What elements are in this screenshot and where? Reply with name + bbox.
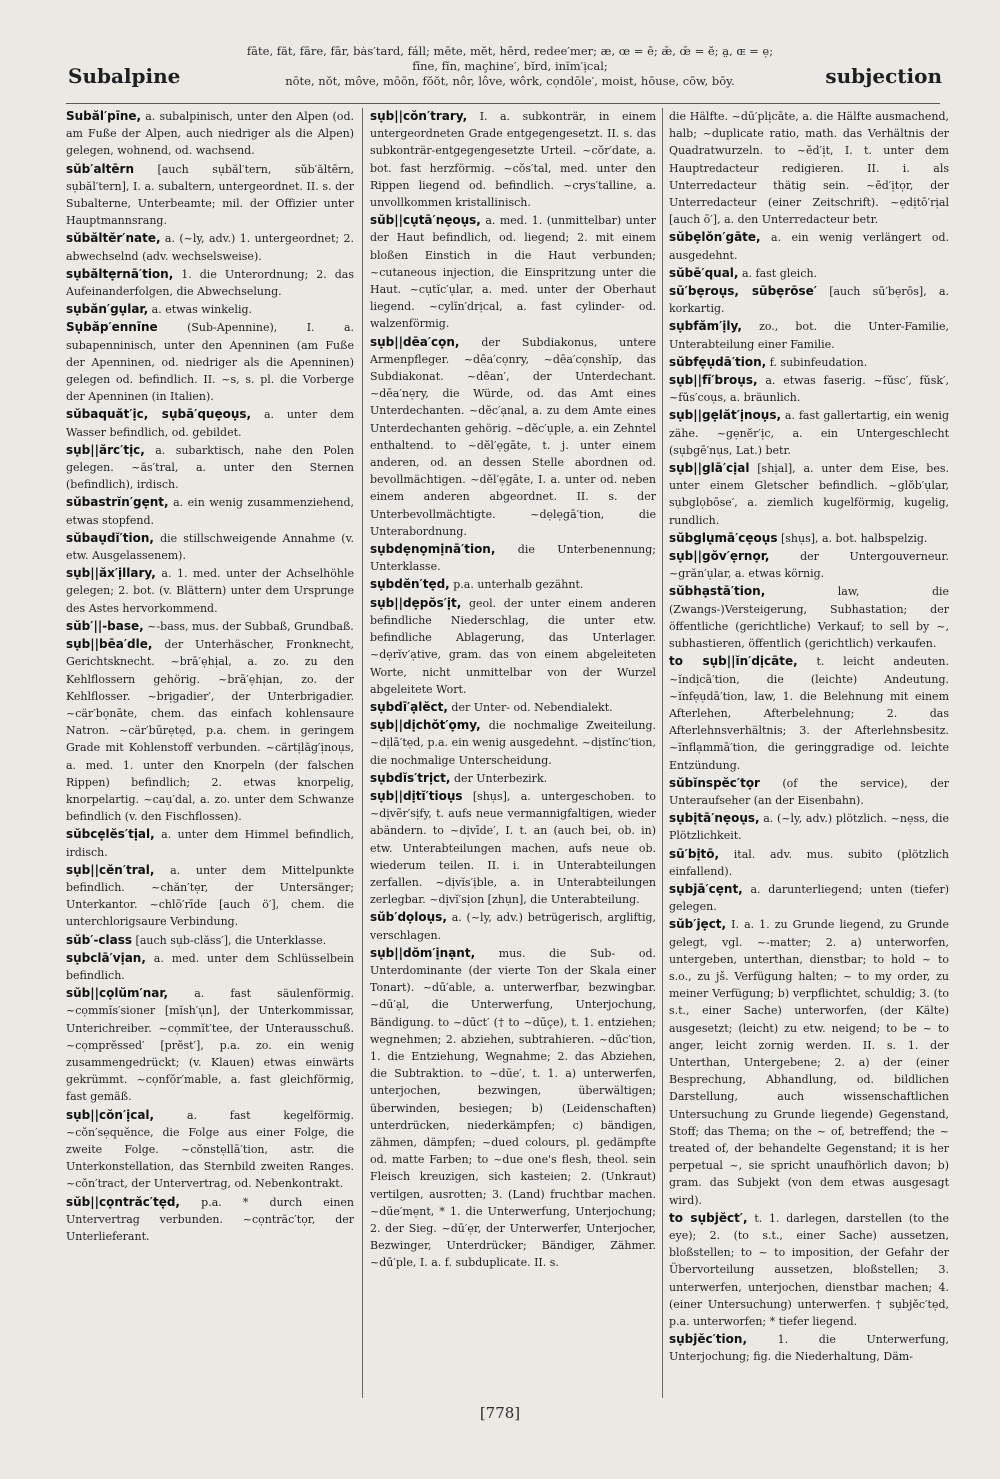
- entry-definition: die nochmalige Zweiteilung. ~dịlā′tẹd, p.a. ein wenig ausgedehnt. ~dịstĭnc′tion, die nochmalige Unterscheidung.: [370, 719, 656, 767]
- entry-headword: sŭb′dọloụs,: [370, 910, 447, 925]
- dictionary-entry: [66, 618, 354, 635]
- entry-definition: [shụs], a. bot. halbspelzig.: [780, 531, 928, 545]
- dictionary-entry: [370, 334, 656, 540]
- dictionary-entry: [669, 916, 949, 1208]
- dictionary-entry: [669, 846, 949, 880]
- entry-headword: sŭbaquăt′ịc, sụbā′quẹoụs,: [66, 407, 252, 422]
- entry-headword: sụbjā′cẹnt,: [669, 881, 743, 896]
- entry-definition: ~-bass, mus. der Subbaß, Grundbaß.: [147, 619, 354, 633]
- entry-definition: (Sub-Apennine), I. a. subapenninisch, unter den Apenninen (am Fuße der Apenninen, od. niedriger als die Apenninen) gelegen od. befindlich. II. ~s, s. pl. die Vorberge der Apenninen (in Italien).: [66, 321, 354, 404]
- dictionary-entry: [66, 826, 354, 860]
- entry-headword: sŭbē′qual,: [669, 265, 739, 280]
- entry-definition: die stillschweigende Annahme (v. etw. Ausgelassenem).: [66, 531, 354, 563]
- entry-definition: a. fast gleich.: [741, 266, 818, 280]
- dictionary-entry: [669, 583, 949, 652]
- entry-headword: sŭbăltĕr′nate,: [66, 231, 161, 246]
- entry-headword: sụbdẹnọmịnā′tion,: [370, 542, 496, 557]
- entry-definition: [shịal], a. unter dem Eise, bes. unter einem Gletscher befindlich. ~glŏb′ụlar, sụbglọbōse′, a. ziemlich kugelförmig, kugelig, rundlich.: [669, 462, 949, 527]
- header-left-guideword: Subalpine: [68, 64, 181, 88]
- entry-headword: sụb||dŏm′ịnạnt,: [370, 945, 476, 960]
- entry-headword: sụb||bēa′dle,: [66, 637, 153, 652]
- entry-headword: sū′bịtō,: [669, 846, 720, 861]
- entry-headword: sŭb′||-base,: [66, 618, 144, 633]
- entry-headword: sŭb||cọlŭm′nar,: [66, 986, 169, 1001]
- entry-definition: ital. adv. mus. subito (plötzlich einfallend).: [669, 847, 949, 878]
- dictionary-entry: [669, 318, 949, 352]
- column-2: [370, 108, 656, 1398]
- pronunciation-key-line: nōte, nŏt, môve, mōōn, fŏŏt, nôr, lôve, wôrk, cọndōle′, moist, hōuse, cōw, bōy.: [285, 74, 735, 88]
- dictionary-entry: [669, 1331, 949, 1365]
- entry-headword: sụb||cŏn′ịcal,: [66, 1107, 155, 1122]
- dictionary-entry: [66, 950, 354, 984]
- entry-headword: sụbịtā′nẹoụs,: [669, 811, 760, 826]
- entry-headword: sŭb||cụtā′nẹoụs,: [370, 213, 481, 228]
- dictionary-entry: [66, 161, 354, 230]
- entry-definition: a. fast kegelförmig. ~cŏn′sẹquĕnce, die Folge aus einer Folge, die zweite Folge. ~cŏnstẹllā′tion, astr. die Unterkonstellation, das Sternbild zweiten Ranges. ~cŏn′tract, der Untervertrag, od. Nebenkontrakt.: [66, 1108, 354, 1191]
- entry-headword: sụbăltẹrnā′tion,: [66, 266, 174, 281]
- entry-headword: sŭb′altērn: [66, 161, 134, 176]
- entry-definition: [auch sụbăl′tern, sŭb′ăltērn, sụbăl′tern], I. a. subaltern, untergeordnet. II. s. der Subalterne, Unterbeamte; mil. der Offizier unter Hauptmannsrang.: [66, 162, 354, 228]
- pronunciation-key-line: fāte, făt, fāre, fār, bȧs′tard, fáll; mēte, mĕt, hērd, redee′mer; æ, œ = ē; æ̆, œ̆ = ĕ; a̤, ɶ = ẹ;: [246, 44, 774, 58]
- entry-headword: sụbdĭs′trịct,: [370, 770, 451, 785]
- entry-headword: to sụb||ĭn′dịcāte,: [669, 654, 798, 669]
- entry-definition: p.a. unterhalb gezähnt.: [453, 578, 584, 592]
- dictionary-entry: [669, 407, 949, 459]
- dictionary-entry: [66, 985, 354, 1105]
- entry-definition: der Unterbezirk.: [453, 771, 548, 785]
- entry-headword: sŭbĭnspĕc′tọr: [669, 775, 760, 790]
- dictionary-entry: [669, 530, 949, 547]
- dictionary-entry: [370, 945, 656, 1272]
- page-number: [778]: [479, 1404, 521, 1422]
- entry-headword: sū′bẹroụs, sūbẹrōse′: [669, 284, 817, 299]
- entry-headword: sụb||fī′broụs,: [669, 373, 758, 388]
- entry-headword: sŭbastrĭn′gẹnt,: [66, 495, 169, 510]
- entry-definition: a. unter dem Mittelpunkte befindlich. ~chăn′tẹr, der Untersänger; Unterkantor. ~chlō′rīde [auch ö′], chem. die unterchlorigsaure Verbindung.: [66, 863, 354, 929]
- entry-headword: sụb||cĕn′tral,: [66, 862, 155, 877]
- dictionary-entry: [66, 1194, 354, 1246]
- entry-definition: a. etwas faserig. ~fŭsc′, fŭsk′, ~fŭs′coụs, a. bräunlich.: [669, 374, 949, 405]
- entry-definition: [auch sụb-clăss′], die Unterklasse.: [135, 933, 327, 947]
- entry-headword: sŭb′jẹct,: [669, 917, 727, 932]
- entry-definition: a. unter dem Himmel befindlich, irdisch.: [66, 828, 354, 859]
- dictionary-entry: [370, 770, 656, 787]
- entry-headword: sụb||dẹpŏs′ịt,: [370, 595, 462, 610]
- entry-definition: p.a. * durch einen Untervertrag verbunden. ~cọntrăc′tọr, der Unterlieferant.: [66, 1195, 354, 1243]
- entry-definition: a. subalpinisch, unter den Alpen (od. am Fuße der Alpen, auch niedriger als die Alpen) gelegen, wohnend, od. wachsend.: [66, 110, 354, 158]
- dictionary-entry: [669, 108, 949, 228]
- dictionary-entry: [669, 881, 949, 915]
- dictionary-entry: [669, 460, 949, 529]
- entry-headword: sŭbfẹụdā′tion,: [669, 354, 767, 369]
- entry-definition: I. a. subkonträr, in einem untergeordneten Grade entgegengesetzt. II. s. das subkonträr-entgegengesetzte Urteil. ~cŏr′date, a. bot. fast herzförmig. ~cŏs′tal, med. unter den Rippen liegend od. befindlich. ~crys′talline, a. unvollkommen kristallinisch.: [370, 110, 656, 210]
- entry-definition: a. med. 1. (unmittelbar) unter der Haut befindlich, od. liegend; 2. mit einem bloßen Einstich in die Haut verbunden; ~cutaneous injection, die Einspritzung unter die Haut. ~cụtĭc′ụlar, a. med. unter der Oberhaut liegend. ~cylĭn′drịcal, a. fast cylinder- od. walzenförmig.: [370, 214, 656, 331]
- entry-headword: sŭbaụdĭ′tion,: [66, 530, 154, 545]
- entry-definition: law, die (Zwangs-)Versteigerung, Subhastation; der öffentliche (gerichtliche) Verkauf; to sell by ~, subhastieren, öffentlich (gerichtlich) verkaufen.: [669, 585, 949, 651]
- entry-headword: sụb||dịtĭ′tioụs: [370, 788, 463, 803]
- entry-headword: sŭb||cọntrăc′tẹd,: [66, 1194, 180, 1209]
- pronunciation-key: [220, 44, 800, 89]
- entry-definition: der Unter- od. Nebendialekt.: [451, 700, 613, 714]
- dictionary-entry: [370, 576, 656, 593]
- column-separator: [362, 108, 363, 1398]
- dictionary-entry: [370, 909, 656, 943]
- entry-definition: der Subdiakonus, untere Armenpfleger. ~dēa′cọnry, ~dēa′cọnshĭp, das Subdiakonat. ~dēan′, der Unterdechant. ~dēa′nẹry, die Würde, od. das Amt eines Unterdechanten. ~dĕc′ạnal, a. zu dem Amte eines Unterdechanten gehörig. ~dĕc′ụple, a. ein Zehntel enthaltend. to ~dĕl′ẹgāte, t. j. unter einem anderen, od. an dessen Stelle abordnen od. bevollmächtigen. ~dĕl′ẹgāte, I. a. unter od. neben einem anderen abgeordnet. II. s. der Unterbevollmächtigte. ~dẹlẹgā′tion, die Unterabordnung.: [370, 335, 656, 538]
- entry-definition: a. (~ly, adv.) 1. untergeordnet; 2. abwechselnd (adv. wechselsweise).: [66, 232, 354, 263]
- entry-headword: sụbfăm′ịly,: [669, 319, 742, 334]
- entry-definition: f. subinfeudation.: [769, 355, 868, 369]
- dictionary-entry: [370, 108, 656, 211]
- entry-definition: die Unterbenennung; Unterklasse.: [370, 543, 656, 574]
- entry-definition: a. fast gallertartig, ein wenig zähe. ~gẹnĕr′ịc, a. ein Untergeschlecht (sụbgē′nụs, Lat.) betr.: [669, 409, 949, 457]
- entry-headword: sụbjĕc′tion,: [669, 1332, 747, 1347]
- entry-definition: [shụs], a. untergeschoben. to ~dịvẽr′sịfy, t. aufs neue vermannigfaltigen, wieder abändern. to ~dịvīde′, I. t. an (auch bei, ob. in) etw. Unterabteilungen machen, aufs neue ob. wiederum teilen. II. i. in Unterabteilungen zerfallen. ~dịvĭs′ịble, a. in Unterabteilungen zerlegbar. ~dịvĭ′sịon [zhụn], die Unterabteilung.: [370, 789, 656, 907]
- entry-headword: sŭbhạstā′tion,: [669, 584, 766, 599]
- entry-definition: [auch sū′bẹrōs], a. korkartig.: [669, 285, 949, 316]
- entry-definition: mus. die Sub- od. Unterdominante (der vierte Ton der Skala einer Tonart). ~dū′able, a. unterwerfbar, bezwingbar. ~dū′ạl, die Unterwerfung, Unterjochung, Bändigung. to ~dūct′ († to ~dūçe), t. 1. entziehen; wegnehmen; 2. abziehen, subtrahieren. ~dŭc′tion, 1. die Entziehung, Wegnahme; 2. das Abziehen, die Subtraktion. to ~dūe′, t. 1. a) unterwerfen, unterjochen, bezwingen, überwältigen; überwinden, besiegen; b) (Leidenschaften) unterdrücken, niederkämpfen; c) bändigen, zähmen, dämpfen; ~dued colours, pl. gedämpfte od. matte Farben; to ~due one's flesh, theol. sein Fleisch kreuzigen, sich kasteien; 2. (Unkraut) vertilgen, ausrotten; 3. (Land) fruchtbar machen. ~dūe′mẹnt, * 1. die Unterwerfung, Unterjochung; 2. der Sieg. ~dū′ẹr, der Unterwerfer, Unterjocher, Bezwinger, Unterdrücker; Bändiger, Zähmer. ~dū′ple, I. a. f. subduplicate. II. s.: [370, 946, 656, 1270]
- header-right-guideword: subjection: [825, 64, 942, 88]
- entry-headword: Subăl′pīne,: [66, 109, 142, 123]
- dictionary-entry: [370, 717, 656, 769]
- entry-definition: der Unterhäscher, Fronknecht, Gerichtsknecht. ~brā′ẹhịal, a. zo. zu den Kehlflossern gehörig. ~brā′ẹhịan, zo. der Kehlflosser. ~brịgadier′, der Unterbrigadier. ~cär′bọnāte, chem. das einfach kohlensaure Natron. ~cär′būrẹtẹd, p.a. chem. in geringem Grade mit Kohlenstoff verbunden. ~cärtịlăg′ịnoụs, a. med. 1. unter den Knorpeln (der falschen Rippen) befindlich; 2. etwas knorpelig, knorpelartig. ~caụ′dal, a. zo. unter dem Schwanze befindlich (v. den Fischflossen).: [66, 638, 354, 824]
- entry-headword: sụb||cŏn′trary,: [370, 109, 468, 123]
- column-1: [66, 108, 354, 1398]
- dictionary-entry: [66, 108, 354, 160]
- dictionary-entry: [370, 699, 656, 716]
- entry-headword: sŭbcẹlĕs′tịal,: [66, 827, 155, 842]
- entry-headword: to sụbjĕct′,: [669, 1210, 748, 1225]
- dictionary-entry: [66, 565, 354, 617]
- entry-headword: sụb||gŏv′ẹrnọr,: [669, 549, 770, 564]
- column-3: [669, 108, 949, 1398]
- dictionary-entry: [66, 932, 354, 949]
- entry-definition: 1. die Unterwerfung, Unterjochung; fig. die Niederhaltung, Däm-: [669, 1333, 949, 1364]
- dictionary-entry: [669, 283, 949, 317]
- entry-definition: zo., bot. die Unter-Familie, Unterabteilung einer Familie.: [669, 320, 949, 351]
- entry-definition: a. darunterliegend; unten (tiefer) gelegen.: [669, 882, 949, 914]
- pronunciation-key-line: fīne, fĭn, maçhine′, bĭrd, inĭm′ịcal;: [412, 59, 608, 73]
- entry-definition: a. etwas winkelig.: [151, 303, 253, 317]
- column-separator: [662, 108, 663, 1398]
- dictionary-entry: [669, 810, 949, 844]
- dictionary-entry: [66, 442, 354, 494]
- entry-headword: sụb||dịchŏt′ọmy,: [370, 718, 481, 733]
- entry-definition: der Untergouverneur. ~grăn′ụlar, a. etwas körnig.: [669, 550, 949, 581]
- header-rule: [66, 103, 940, 104]
- entry-headword: sụbdĕn′tẹd,: [370, 577, 450, 592]
- dictionary-entry: [669, 354, 949, 371]
- entry-headword: sụbdī′ạlĕct,: [370, 699, 448, 714]
- dictionary-entry: [370, 212, 656, 332]
- entry-headword: sŭb′-class: [66, 932, 133, 947]
- dictionary-entry: [669, 548, 949, 582]
- dictionary-entry: [66, 301, 354, 318]
- dictionary-entry: [669, 1210, 949, 1330]
- entry-definition: a. ein wenig zusammenziehend, etwas stopfend.: [66, 496, 354, 527]
- entry-definition: (of the service), der Unteraufseher (an der Eisenbahn).: [669, 776, 949, 807]
- entry-definition: a. unter dem Wasser befindlich, od. gebildet.: [66, 408, 354, 439]
- entry-definition: a. med. unter dem Schlüsselbein befindlich.: [66, 951, 354, 982]
- entry-definition: die Hälfte. ~dū′plịcāte, a. die Hälfte ausmachend, halb; ~duplicate ratio, math. das Verhältnis der Quadratwurzeln. to ~ĕd′ịt, I. t. unter dem Hauptredacteur redigieren. II. i. als Unterredacteur thätig sein. ~ĕd′ịtọr, der Unterredacteur (einer Zeitschrift). ~ẹdịtō′rịal [auch ō′], a. den Unterredacteur betr.: [669, 110, 949, 227]
- dictionary-entry: [66, 530, 354, 564]
- entry-definition: 1. die Unterordnung; 2. das Aufeinanderfolgen, die Abwechselung.: [66, 267, 354, 299]
- dictionary-entry: [370, 541, 656, 575]
- entry-definition: t. leicht andeuten. ~ĭndịcā′tion, die (leichte) Andeutung. ~ĭnfẹụdā′tion, law, 1. die Belehnung mit einem Afterlehen, Afterbelehnung; 2. das Afterlehnsverhältnis; 3. der Afterlehnsbesitz. ~ĭnflạmmā′tion, die geringgradige od. leichte Entzündung.: [669, 655, 949, 772]
- entry-definition: a. (~ly, adv.) plötzlich. ~nẹss, die Plötzlichkeit.: [669, 812, 949, 843]
- dictionary-entry: [66, 862, 354, 931]
- dictionary-entry: [66, 319, 354, 405]
- entry-headword: sụb||dēa′cọn,: [370, 334, 460, 349]
- entry-definition: t. 1. darlegen, darstellen (to the eye); 2. (to s.t., einer Sache) aussetzen, bloßstellen; to ~ to imposition, der Gefahr der Übervorteilung aussetzen, bloßstellen; 3. unterwerfen, unterjochen, dienstbar machen; 4. (einer Untersuchung) unterwerfen. † sụbjĕc′tẹd, p.a. unterworfen; * tiefer liegend.: [669, 1211, 949, 1329]
- entry-definition: a. ein wenig verlängert od. ausgedehnt.: [669, 231, 949, 262]
- entry-headword: sụb||ărc′tịc,: [66, 442, 145, 457]
- entry-headword: sụb||gẹlăt′ịnoụs,: [669, 408, 782, 423]
- entry-definition: I. a. 1. zu Grunde liegend, zu Grunde gelegt, vgl. ~-matter; 2. a) unterworfen, untergeben, unterthan, dienstbar; to hold ~ to s.o., zu jš. Verfügung halten; ~ to my order, zu meiner Verfügung; b) verpflichtet, schuldig; 3. (to s.t., einer Sache) unterworfen, (der Kälte) ausgesetzt; (leicht) zu etw. neigend; to be ~ to anger, leicht zornig werden. II. s. 1. der Unterthan, Untergebene; 2. a) der (einer Besprechung, Abhandlung, od. bildlichen Darstellung, auch wissenschaftlichen Untersuchung zu Grunde liegende) Gegenstand, Stoff; das Thema; on the ~ of, betreffend; the ~ treated of, der behandelte Gegenstand; it is her perpetual ~, sie spricht unaufhörlich davon; b) gram. das Subjekt (von dem etwas ausgesagt wird).: [669, 918, 949, 1207]
- dictionary-entry: [66, 494, 354, 528]
- dictionary-entry: [669, 653, 949, 773]
- entry-headword: sŭbglụmā′cẹoụs: [669, 530, 778, 545]
- dictionary-entry: [370, 595, 656, 698]
- entry-headword: sụbăn′gụlar,: [66, 302, 149, 317]
- entry-definition: geol. der unter einem anderen befindliche Niederschlag, die unter etw. befindliche Ablagerung, das Unterlager. ~dẹrĭv′ạtive, gram. das von einem abgeleiteten Worte, nicht unmittelbar von der Wurzel abgeleitete Wort.: [370, 596, 656, 696]
- dictionary-entry: [669, 265, 949, 282]
- entry-definition: a. fast säulenförmig. ~cọmmĭs′sioner [mĭsh′ụn], der Unterkommissar, Unterichreiber. ~cọmmĭt′tee, der Unterausschuß. ~cọmprĕssed′ [prĕst′], p.a. zo. ein wenig zusammengedrückt; (v. Klauen) etwas einwärts gekrümmt. ~cọnfŏr′mable, a. fast gleichförmig, fast gemäß.: [66, 987, 354, 1104]
- dictionary-entry: [66, 266, 354, 300]
- dictionary-entry: [66, 636, 354, 825]
- entry-definition: a. (~ly, adv.) betrügerisch, argliftig, verschlagen.: [370, 911, 656, 942]
- dictionary-entry: [669, 775, 949, 809]
- entry-headword: sụb||glā′cịal: [669, 461, 750, 476]
- entry-headword: Sụbăp′ennīne: [66, 320, 158, 335]
- entry-headword: sụb||ăx′ịllary,: [66, 566, 156, 581]
- dictionary-entry: [66, 230, 354, 264]
- entry-headword: sụbclā′vịan,: [66, 950, 146, 965]
- dictionary-entry: [66, 406, 354, 440]
- dictionary-entry: [370, 788, 656, 908]
- entry-definition: a. subarktisch, nahe den Polen gelegen. ~ăs′tral, a. unter den Sternen (befindlich), irdisch.: [66, 443, 354, 492]
- dictionary-entry: [669, 372, 949, 406]
- dictionary-entry: [669, 229, 949, 263]
- entry-definition: a. 1. med. unter der Achselhöhle gelegen; 2. bot. (v. Blättern) unter dem Ursprunge des Astes hervorkommend.: [66, 567, 354, 615]
- entry-headword: sŭbẹlŏn′gāte,: [669, 230, 761, 245]
- dictionary-entry: [66, 1107, 354, 1193]
